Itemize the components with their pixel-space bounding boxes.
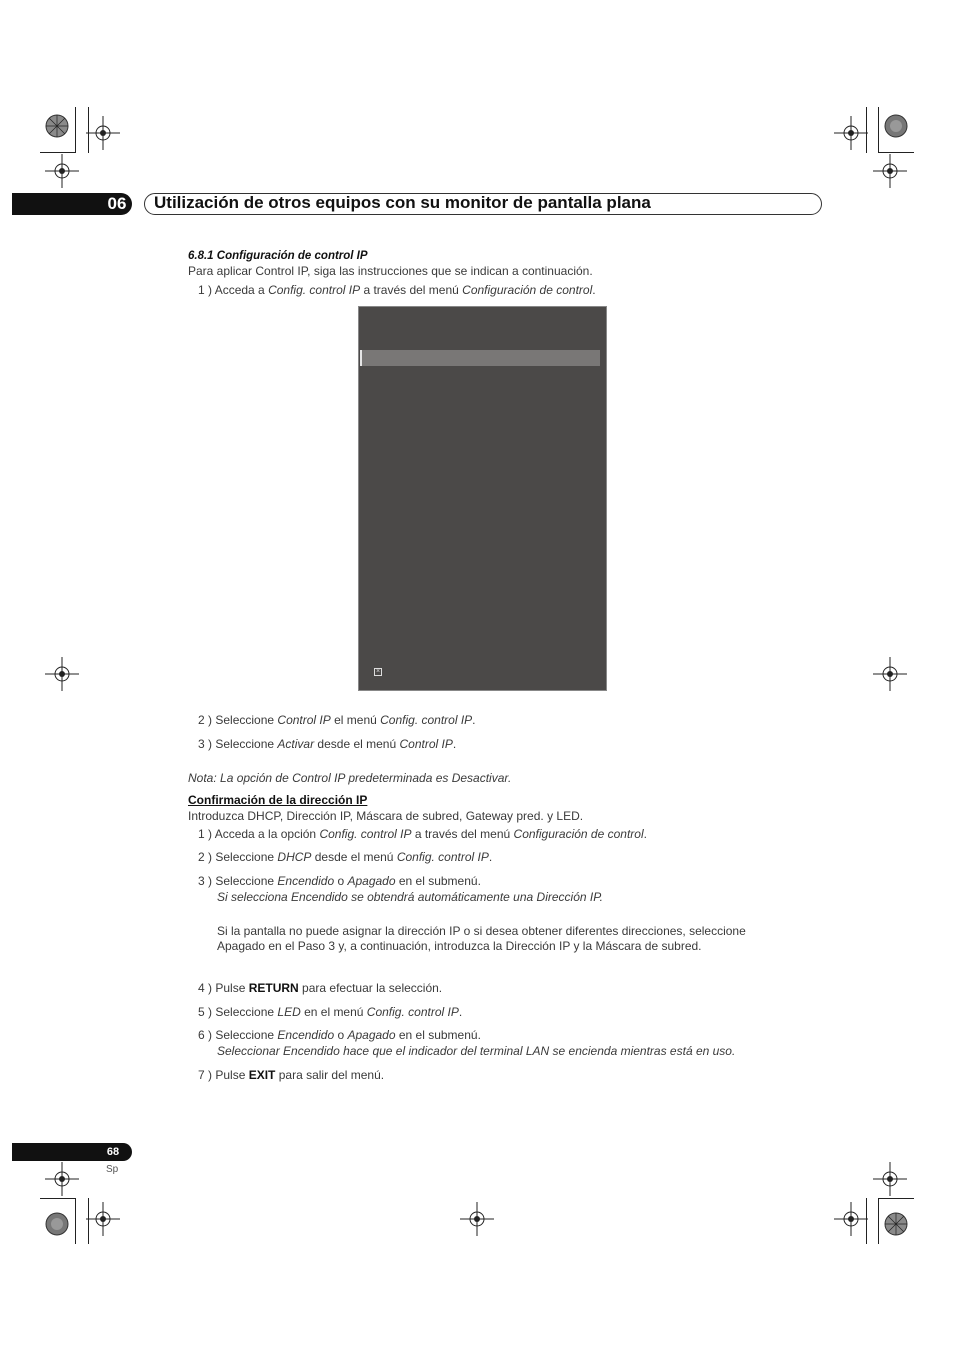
step-number: 1 ) <box>198 827 213 841</box>
step-text: desde el menú <box>314 737 400 751</box>
step-2 <box>198 713 476 728</box>
color-wheel-icon <box>884 1212 908 1236</box>
step-menu-ref: Config. control IP <box>396 850 489 864</box>
color-wheel-icon <box>884 114 908 138</box>
step-text: Seleccione <box>215 1005 278 1019</box>
step-number: 3 ) <box>198 737 213 751</box>
step-text: o <box>334 1028 348 1042</box>
step-menu-ref: Control IP <box>277 713 331 727</box>
step-menu-ref: Encendido <box>277 1028 335 1042</box>
step-menu-ref: Apagado <box>347 874 396 888</box>
confirm-step-3-note: Si selecciona Encendido se obtendrá automáticamente una Dirección IP. <box>217 890 604 904</box>
step-3 <box>198 737 456 752</box>
step-menu-ref: Apagado <box>347 1028 396 1042</box>
button-name: EXIT <box>248 1068 276 1082</box>
confirm-step-7 <box>198 1068 384 1083</box>
step-text: o <box>334 874 348 888</box>
page-language: Sp <box>106 1164 119 1175</box>
step-number: 2 ) <box>198 713 213 727</box>
chapter-title: Utilización de otros equipos con su monitor de pantalla plana <box>154 193 651 212</box>
section-intro: Para aplicar Control IP, siga las instrucciones que se indican a continuación. <box>188 264 593 278</box>
confirm-step-6-note: Seleccionar Encendido hace que el indicador del terminal LAN se encienda mientras está en uso. <box>217 1044 736 1058</box>
step-text: a través del menú <box>411 827 514 841</box>
step-menu-ref: Control IP <box>399 737 453 751</box>
step-text: Acceda a <box>214 283 269 297</box>
step-menu-ref: Configuración de control <box>513 827 644 841</box>
color-wheel-icon <box>45 1212 69 1236</box>
confirm-step-2 <box>198 850 492 865</box>
step-text: . <box>458 1005 463 1019</box>
step-text: el menú <box>330 713 381 727</box>
step-text: a través del menú <box>360 283 463 297</box>
registration-target-icon <box>873 1162 907 1196</box>
registration-target-icon <box>45 657 79 691</box>
step-text: en el menú <box>300 1005 367 1019</box>
color-wheel-icon <box>45 114 69 138</box>
step-number: 4 ) <box>198 981 213 995</box>
page-number: 68 <box>106 1146 120 1158</box>
menu-screen-image <box>358 306 607 691</box>
step-text: Seleccione <box>215 737 278 751</box>
registration-target-icon <box>873 657 907 691</box>
confirm-step-3 <box>198 874 481 889</box>
step-text: . <box>488 850 493 864</box>
step-text: desde el menú <box>311 850 397 864</box>
registration-target-icon <box>460 1202 494 1236</box>
registration-target-icon <box>45 1162 79 1196</box>
step-text: en el submenú. <box>395 874 481 888</box>
step-menu-ref: Config. control IP <box>366 1005 459 1019</box>
confirm-step-3-detail-line-1: Si la pantalla no puede asignar la dirección IP o si desea obtener diferentes direcciones, seleccione <box>217 924 746 938</box>
step-text: Acceda a la opción <box>214 827 320 841</box>
confirm-step-3-detail-line-2: Apagado en el Paso 3 y, a continuación, introduzca la Dirección IP y la Máscara de subred. <box>217 939 702 953</box>
step-text: Seleccione <box>215 713 278 727</box>
menu-highlight-bar <box>362 350 600 366</box>
step-text: en el submenú. <box>395 1028 481 1042</box>
confirm-step-6 <box>198 1028 481 1043</box>
section-heading: 6.8.1 Configuración de control IP <box>188 250 368 262</box>
step-text: Seleccione <box>215 1028 278 1042</box>
section-note: Nota: La opción de Control IP predeterminada es Desactivar. <box>188 771 512 785</box>
registration-target-icon <box>873 154 907 188</box>
step-number: 3 ) <box>198 874 213 888</box>
confirm-heading: Confirmación de la dirección IP <box>188 793 368 807</box>
step-text: para salir del menú. <box>275 1068 385 1082</box>
step-menu-ref: Config. control IP <box>268 283 361 297</box>
registration-target-icon <box>834 1202 868 1236</box>
step-1 <box>198 283 596 298</box>
step-text: . <box>643 827 647 841</box>
step-menu-ref: Encendido <box>277 874 335 888</box>
step-text: para efectuar la selección. <box>298 981 443 995</box>
step-text: Pulse <box>215 1068 249 1082</box>
close-icon: × <box>375 668 381 675</box>
step-number: 7 ) <box>198 1068 213 1082</box>
step-text: Seleccione <box>215 850 278 864</box>
registration-target-icon <box>86 116 120 150</box>
button-name: RETURN <box>248 981 299 995</box>
step-text: . <box>592 283 596 297</box>
step-number: 5 ) <box>198 1005 213 1019</box>
confirm-intro: Introduzca DHCP, Dirección IP, Máscara de subred, Gateway pred. y LED. <box>188 809 584 823</box>
step-text: Pulse <box>215 981 249 995</box>
step-text: Seleccione <box>215 874 278 888</box>
step-menu-ref: DHCP <box>277 850 312 864</box>
confirm-step-4 <box>198 981 442 996</box>
menu-cursor <box>360 350 362 366</box>
step-menu-ref: Config. control IP <box>319 827 412 841</box>
step-number: 1 ) <box>198 283 213 297</box>
step-menu-ref: Configuración de control <box>462 283 593 297</box>
step-text: . <box>472 713 476 727</box>
registration-target-icon <box>45 154 79 188</box>
registration-target-icon <box>834 116 868 150</box>
registration-target-icon <box>86 1202 120 1236</box>
step-number: 2 ) <box>198 850 213 864</box>
step-menu-ref: Activar <box>277 737 315 751</box>
step-number: 6 ) <box>198 1028 213 1042</box>
step-text: . <box>452 737 457 751</box>
confirm-step-1 <box>198 827 647 842</box>
confirm-step-5 <box>198 1005 462 1020</box>
step-menu-ref: LED <box>277 1005 301 1019</box>
step-menu-ref: Config. control IP <box>380 713 473 727</box>
chapter-number: 06 <box>107 194 127 213</box>
